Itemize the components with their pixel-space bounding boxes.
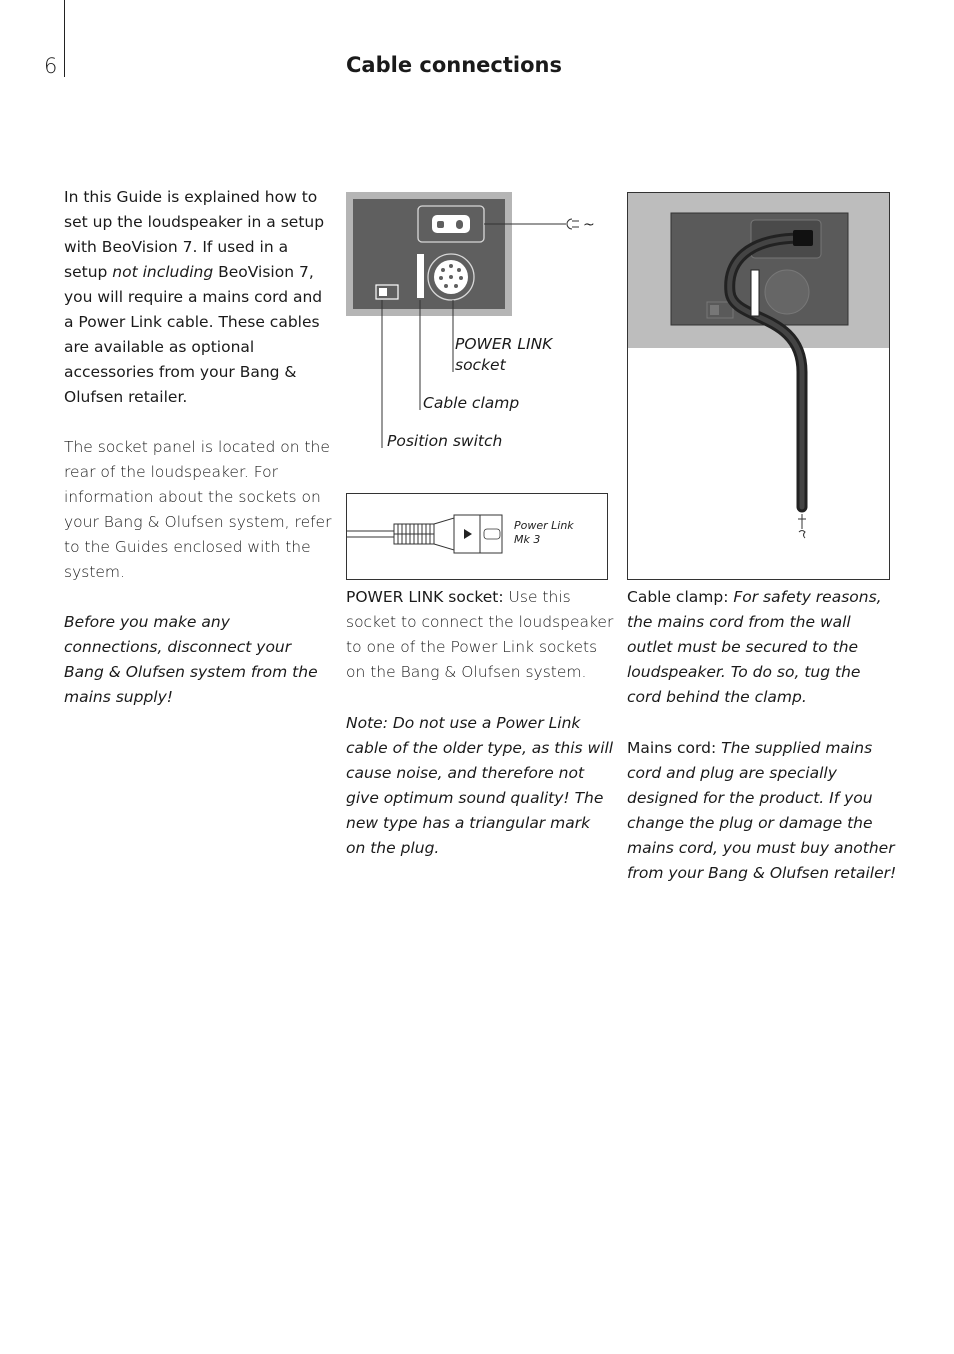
- ac-symbol: ~: [583, 217, 595, 233]
- cable-clamp-body: For safety reasons, the mains cord from the wall outlet must be secured to the loudspeaker. To do so, tug the cord behind the clamp.: [627, 588, 882, 706]
- mains-cord-paragraph: [627, 736, 897, 886]
- page-number: 6: [44, 54, 58, 78]
- plug-icon: [567, 219, 572, 229]
- mains-cord-body: The supplied mains cord and plug are specially designed for the product. If you change the plug or damage the mains cord, you must buy another from your Bang & Olufsen retailer!: [627, 739, 897, 882]
- power-link-paragraph: [346, 585, 614, 685]
- cable-clamp: [751, 270, 759, 316]
- margin-rule: [64, 0, 65, 77]
- cable-clamp: [417, 254, 424, 298]
- power-link-socket: [765, 270, 809, 314]
- intro-emphasis: not including: [112, 263, 214, 281]
- power-link-lead: POWER LINK socket:: [346, 588, 504, 606]
- warning-paragraph: Before you make any connections, disconnect your Bang & Olufsen system from the mains supply!: [64, 613, 318, 706]
- strain-relief: [394, 524, 434, 544]
- intro-text-2: BeoVision 7, you will require a mains cord and a Power Link cable. These cables are available as optional accessories from your Bang & Olufsen retailer.: [64, 263, 323, 406]
- cable-clamp-paragraph: [627, 585, 897, 710]
- label-cable-clamp: Cable clamp: [423, 394, 520, 412]
- cable-label-line2: Mk 3: [514, 533, 541, 546]
- cable-label-line1: Power Link: [514, 519, 574, 532]
- page-title: Cable connections: [346, 53, 562, 77]
- cable-clamp-diagram: [627, 192, 890, 580]
- power-link-cable-diagram: [346, 493, 608, 580]
- label-position-switch: Position switch: [387, 432, 503, 450]
- cable-clamp-lead: Cable clamp:: [627, 588, 729, 606]
- socket-panel-diagram: [346, 192, 606, 462]
- intro-text-1: In this Guide is explained how to set up the loudspeaker in a setup with BeoVision 7. If used in a setup: [64, 188, 325, 281]
- intro-paragraph: [64, 185, 332, 410]
- label-power-link: POWER LINK socket: [455, 335, 553, 374]
- mains-cord-lead: Mains cord:: [627, 739, 717, 757]
- power-link-body: Use this socket to connect the loudspeaker to one of the Power Link sockets on the Bang & Olufsen system.: [346, 588, 614, 681]
- note-paragraph: Note: Do not use a Power Link cable of the older type, as this will cause noise, and therefore not give optimum sound quality! The new type has a triangular mark on the plug.: [346, 714, 614, 857]
- socket-panel-paragraph: The socket panel is located on the rear of the loudspeaker. For information about the sockets on your Bang & Olufsen system, refer to the Guides enclosed with the system.: [64, 438, 332, 581]
